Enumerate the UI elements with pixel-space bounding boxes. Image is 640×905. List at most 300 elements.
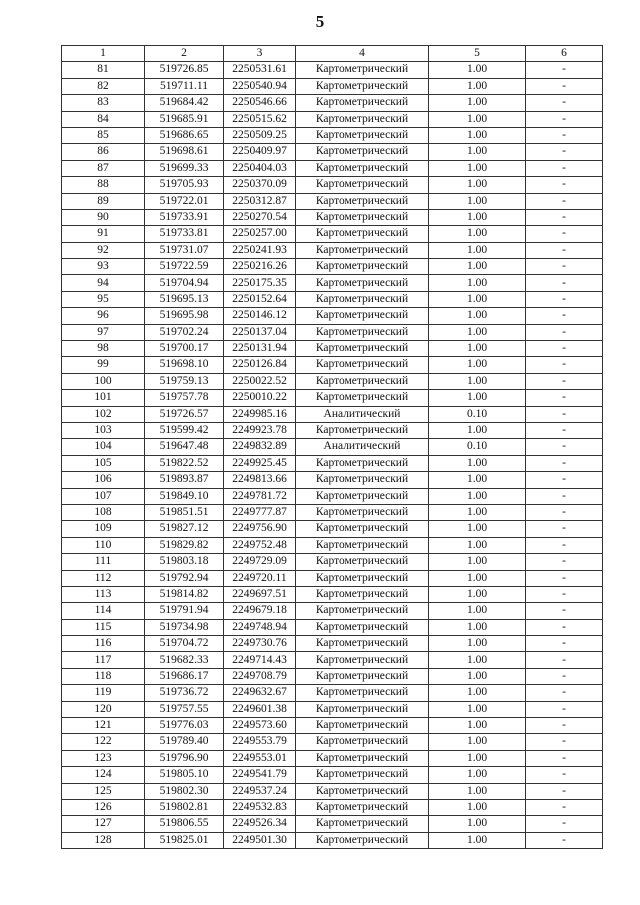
point-number-cell: 114 [62, 603, 145, 619]
table-row [62, 259, 603, 275]
accuracy-cell: 1.00 [429, 341, 526, 357]
table-row [62, 209, 603, 225]
y-coordinate-cell: 2249720.11 [224, 570, 296, 586]
accuracy-cell: 1.00 [429, 652, 526, 668]
method-cell: Картометрический [296, 275, 429, 291]
method-cell: Картометрический [296, 586, 429, 602]
method-cell: Картометрический [296, 226, 429, 242]
table-row [62, 652, 603, 668]
method-cell: Картометрический [296, 718, 429, 734]
point-number-cell: 123 [62, 750, 145, 766]
note-cell: - [526, 521, 603, 537]
method-cell: Картометрический [296, 144, 429, 160]
point-number-cell: 125 [62, 783, 145, 799]
table-row [62, 636, 603, 652]
point-number-cell: 84 [62, 111, 145, 127]
method-cell: Картометрический [296, 537, 429, 553]
note-cell: - [526, 504, 603, 520]
x-coordinate-cell: 519698.61 [145, 144, 224, 160]
point-number-cell: 107 [62, 488, 145, 504]
note-cell: - [526, 357, 603, 373]
x-coordinate-cell: 519726.57 [145, 406, 224, 422]
point-number-cell: 122 [62, 734, 145, 750]
method-cell: Картометрический [296, 832, 429, 848]
y-coordinate-cell: 2250509.25 [224, 127, 296, 143]
note-cell: - [526, 472, 603, 488]
accuracy-cell: 1.00 [429, 226, 526, 242]
x-coordinate-cell: 519792.94 [145, 570, 224, 586]
accuracy-cell: 1.00 [429, 111, 526, 127]
x-coordinate-cell: 519686.17 [145, 668, 224, 684]
point-number-cell: 108 [62, 504, 145, 520]
accuracy-cell: 1.00 [429, 373, 526, 389]
accuracy-cell: 1.00 [429, 668, 526, 684]
y-coordinate-cell: 2250257.00 [224, 226, 296, 242]
y-coordinate-cell: 2250404.03 [224, 160, 296, 176]
method-cell: Картометрический [296, 422, 429, 438]
x-coordinate-cell: 519789.40 [145, 734, 224, 750]
table-row [62, 668, 603, 684]
point-number-cell: 106 [62, 472, 145, 488]
method-cell: Картометрический [296, 783, 429, 799]
method-cell: Картометрический [296, 619, 429, 635]
accuracy-cell: 1.00 [429, 799, 526, 815]
table-row [62, 537, 603, 553]
y-coordinate-cell: 2249925.45 [224, 455, 296, 471]
x-coordinate-cell: 519700.17 [145, 341, 224, 357]
accuracy-cell: 1.00 [429, 636, 526, 652]
y-coordinate-cell: 2250022.52 [224, 373, 296, 389]
accuracy-cell: 1.00 [429, 488, 526, 504]
note-cell: - [526, 422, 603, 438]
method-cell: Картометрический [296, 373, 429, 389]
method-cell: Картометрический [296, 78, 429, 94]
table-row [62, 750, 603, 766]
method-cell: Картометрический [296, 291, 429, 307]
point-number-cell: 91 [62, 226, 145, 242]
table-row [62, 767, 603, 783]
accuracy-cell: 1.00 [429, 816, 526, 832]
method-cell: Картометрический [296, 767, 429, 783]
y-coordinate-cell: 2249730.76 [224, 636, 296, 652]
note-cell: - [526, 78, 603, 94]
table-row [62, 586, 603, 602]
table-row [62, 701, 603, 717]
x-coordinate-cell: 519802.30 [145, 783, 224, 799]
y-coordinate-cell: 2250126.84 [224, 357, 296, 373]
x-coordinate-cell: 519757.55 [145, 701, 224, 717]
note-cell: - [526, 750, 603, 766]
y-coordinate-cell: 2249985.16 [224, 406, 296, 422]
point-number-cell: 110 [62, 537, 145, 553]
point-number-cell: 97 [62, 324, 145, 340]
accuracy-cell: 1.00 [429, 160, 526, 176]
y-coordinate-cell: 2249777.87 [224, 504, 296, 520]
method-cell: Картометрический [296, 209, 429, 225]
point-number-cell: 90 [62, 209, 145, 225]
note-cell: - [526, 291, 603, 307]
y-coordinate-cell: 2249714.43 [224, 652, 296, 668]
y-coordinate-cell: 2249501.30 [224, 832, 296, 848]
note-cell: - [526, 799, 603, 815]
column-header: 1 [62, 46, 145, 62]
y-coordinate-cell: 2250546.66 [224, 95, 296, 111]
table-row [62, 111, 603, 127]
x-coordinate-cell: 519822.52 [145, 455, 224, 471]
point-number-cell: 85 [62, 127, 145, 143]
accuracy-cell: 1.00 [429, 357, 526, 373]
method-cell: Картометрический [296, 308, 429, 324]
table-row [62, 160, 603, 176]
point-number-cell: 81 [62, 62, 145, 78]
table-row [62, 275, 603, 291]
note-cell: - [526, 718, 603, 734]
point-number-cell: 112 [62, 570, 145, 586]
y-coordinate-cell: 2249813.66 [224, 472, 296, 488]
accuracy-cell: 1.00 [429, 570, 526, 586]
table-row [62, 177, 603, 193]
table-row [62, 832, 603, 848]
point-number-cell: 101 [62, 390, 145, 406]
accuracy-cell: 1.00 [429, 275, 526, 291]
table-row [62, 619, 603, 635]
x-coordinate-cell: 519759.13 [145, 373, 224, 389]
accuracy-cell: 1.00 [429, 422, 526, 438]
y-coordinate-cell: 2249729.09 [224, 554, 296, 570]
table-row [62, 783, 603, 799]
point-number-cell: 109 [62, 521, 145, 537]
table-row [62, 341, 603, 357]
y-coordinate-cell: 2249526.34 [224, 816, 296, 832]
note-cell: - [526, 390, 603, 406]
y-coordinate-cell: 2249541.79 [224, 767, 296, 783]
x-coordinate-cell: 519733.81 [145, 226, 224, 242]
x-coordinate-cell: 519704.94 [145, 275, 224, 291]
note-cell: - [526, 177, 603, 193]
method-cell: Картометрический [296, 242, 429, 258]
table-row [62, 521, 603, 537]
x-coordinate-cell: 519849.10 [145, 488, 224, 504]
y-coordinate-cell: 2249923.78 [224, 422, 296, 438]
point-number-cell: 89 [62, 193, 145, 209]
y-coordinate-cell: 2249573.60 [224, 718, 296, 734]
note-cell: - [526, 783, 603, 799]
coordinates-table [61, 45, 603, 849]
table-row [62, 455, 603, 471]
y-coordinate-cell: 2249756.90 [224, 521, 296, 537]
point-number-cell: 124 [62, 767, 145, 783]
point-number-cell: 126 [62, 799, 145, 815]
x-coordinate-cell: 519806.55 [145, 816, 224, 832]
note-cell: - [526, 373, 603, 389]
y-coordinate-cell: 2249781.72 [224, 488, 296, 504]
note-cell: - [526, 226, 603, 242]
y-coordinate-cell: 2249601.38 [224, 701, 296, 717]
method-cell: Картометрический [296, 193, 429, 209]
y-coordinate-cell: 2250146.12 [224, 308, 296, 324]
accuracy-cell: 1.00 [429, 472, 526, 488]
column-header: 6 [526, 46, 603, 62]
x-coordinate-cell: 519893.87 [145, 472, 224, 488]
method-cell: Картометрический [296, 554, 429, 570]
accuracy-cell: 1.00 [429, 718, 526, 734]
table-row [62, 718, 603, 734]
note-cell: - [526, 259, 603, 275]
accuracy-cell: 1.00 [429, 750, 526, 766]
y-coordinate-cell: 2250531.61 [224, 62, 296, 78]
note-cell: - [526, 160, 603, 176]
y-coordinate-cell: 2249697.51 [224, 586, 296, 602]
accuracy-cell: 1.00 [429, 324, 526, 340]
table-row [62, 422, 603, 438]
note-cell: - [526, 636, 603, 652]
method-cell: Картометрический [296, 472, 429, 488]
y-coordinate-cell: 2249632.67 [224, 685, 296, 701]
point-number-cell: 115 [62, 619, 145, 635]
x-coordinate-cell: 519686.65 [145, 127, 224, 143]
table-row [62, 193, 603, 209]
y-coordinate-cell: 2250175.35 [224, 275, 296, 291]
point-number-cell: 121 [62, 718, 145, 734]
point-number-cell: 111 [62, 554, 145, 570]
x-coordinate-cell: 519829.82 [145, 537, 224, 553]
point-number-cell: 120 [62, 701, 145, 717]
x-coordinate-cell: 519827.12 [145, 521, 224, 537]
y-coordinate-cell: 2249832.89 [224, 439, 296, 455]
accuracy-cell: 1.00 [429, 291, 526, 307]
column-header: 2 [145, 46, 224, 62]
method-cell: Картометрический [296, 160, 429, 176]
table-body [62, 62, 603, 849]
point-number-cell: 102 [62, 406, 145, 422]
note-cell: - [526, 62, 603, 78]
x-coordinate-cell: 519599.42 [145, 422, 224, 438]
y-coordinate-cell: 2250540.94 [224, 78, 296, 94]
x-coordinate-cell: 519711.11 [145, 78, 224, 94]
x-coordinate-cell: 519722.59 [145, 259, 224, 275]
y-coordinate-cell: 2250270.54 [224, 209, 296, 225]
point-number-cell: 103 [62, 422, 145, 438]
table-row [62, 144, 603, 160]
table-row [62, 226, 603, 242]
accuracy-cell: 1.00 [429, 259, 526, 275]
method-cell: Картометрический [296, 636, 429, 652]
note-cell: - [526, 701, 603, 717]
accuracy-cell: 1.00 [429, 62, 526, 78]
y-coordinate-cell: 2249553.01 [224, 750, 296, 766]
point-number-cell: 100 [62, 373, 145, 389]
table-row [62, 324, 603, 340]
point-number-cell: 113 [62, 586, 145, 602]
accuracy-cell: 1.00 [429, 209, 526, 225]
note-cell: - [526, 652, 603, 668]
y-coordinate-cell: 2249679.18 [224, 603, 296, 619]
note-cell: - [526, 439, 603, 455]
method-cell: Картометрический [296, 488, 429, 504]
point-number-cell: 83 [62, 95, 145, 111]
note-cell: - [526, 209, 603, 225]
x-coordinate-cell: 519704.72 [145, 636, 224, 652]
note-cell: - [526, 275, 603, 291]
table-row [62, 390, 603, 406]
note-cell: - [526, 603, 603, 619]
table-row [62, 78, 603, 94]
accuracy-cell: 1.00 [429, 783, 526, 799]
method-cell: Картометрический [296, 95, 429, 111]
note-cell: - [526, 619, 603, 635]
point-number-cell: 82 [62, 78, 145, 94]
accuracy-cell: 1.00 [429, 832, 526, 848]
y-coordinate-cell: 2250010.22 [224, 390, 296, 406]
y-coordinate-cell: 2249752.48 [224, 537, 296, 553]
method-cell: Картометрический [296, 734, 429, 750]
x-coordinate-cell: 519802.81 [145, 799, 224, 815]
accuracy-cell: 0.10 [429, 439, 526, 455]
point-number-cell: 104 [62, 439, 145, 455]
accuracy-cell: 1.00 [429, 242, 526, 258]
x-coordinate-cell: 519682.33 [145, 652, 224, 668]
y-coordinate-cell: 2250152.64 [224, 291, 296, 307]
x-coordinate-cell: 519776.03 [145, 718, 224, 734]
method-cell: Картометрический [296, 570, 429, 586]
x-coordinate-cell: 519791.94 [145, 603, 224, 619]
point-number-cell: 98 [62, 341, 145, 357]
note-cell: - [526, 488, 603, 504]
method-cell: Картометрический [296, 127, 429, 143]
point-number-cell: 86 [62, 144, 145, 160]
y-coordinate-cell: 2250312.87 [224, 193, 296, 209]
note-cell: - [526, 554, 603, 570]
x-coordinate-cell: 519705.93 [145, 177, 224, 193]
method-cell: Картометрический [296, 750, 429, 766]
table-row [62, 799, 603, 815]
table-row [62, 488, 603, 504]
table-row [62, 95, 603, 111]
x-coordinate-cell: 519733.91 [145, 209, 224, 225]
method-cell: Картометрический [296, 701, 429, 717]
table-row [62, 62, 603, 78]
x-coordinate-cell: 519731.07 [145, 242, 224, 258]
y-coordinate-cell: 2250515.62 [224, 111, 296, 127]
y-coordinate-cell: 2250241.93 [224, 242, 296, 258]
note-cell: - [526, 586, 603, 602]
x-coordinate-cell: 519699.33 [145, 160, 224, 176]
y-coordinate-cell: 2250370.09 [224, 177, 296, 193]
method-cell: Картометрический [296, 816, 429, 832]
note-cell: - [526, 537, 603, 553]
note-cell: - [526, 242, 603, 258]
accuracy-cell: 1.00 [429, 734, 526, 750]
note-cell: - [526, 767, 603, 783]
table-row [62, 439, 603, 455]
table-row [62, 357, 603, 373]
accuracy-cell: 1.00 [429, 177, 526, 193]
method-cell: Картометрический [296, 357, 429, 373]
column-header: 3 [224, 46, 296, 62]
accuracy-cell: 1.00 [429, 390, 526, 406]
table-row [62, 554, 603, 570]
point-number-cell: 127 [62, 816, 145, 832]
note-cell: - [526, 570, 603, 586]
table-row [62, 291, 603, 307]
note-cell: - [526, 308, 603, 324]
method-cell: Картометрический [296, 652, 429, 668]
x-coordinate-cell: 519796.90 [145, 750, 224, 766]
table-row [62, 406, 603, 422]
x-coordinate-cell: 519814.82 [145, 586, 224, 602]
note-cell: - [526, 144, 603, 160]
method-cell: Картометрический [296, 177, 429, 193]
x-coordinate-cell: 519695.98 [145, 308, 224, 324]
table-row [62, 373, 603, 389]
point-number-cell: 96 [62, 308, 145, 324]
note-cell: - [526, 455, 603, 471]
point-number-cell: 88 [62, 177, 145, 193]
point-number-cell: 105 [62, 455, 145, 471]
accuracy-cell: 1.00 [429, 78, 526, 94]
y-coordinate-cell: 2249532.83 [224, 799, 296, 815]
x-coordinate-cell: 519702.24 [145, 324, 224, 340]
accuracy-cell: 1.00 [429, 504, 526, 520]
note-cell: - [526, 734, 603, 750]
method-cell: Картометрический [296, 111, 429, 127]
y-coordinate-cell: 2250216.26 [224, 259, 296, 275]
accuracy-cell: 1.00 [429, 767, 526, 783]
x-coordinate-cell: 519734.98 [145, 619, 224, 635]
note-cell: - [526, 816, 603, 832]
note-cell: - [526, 668, 603, 684]
note-cell: - [526, 341, 603, 357]
method-cell: Картометрический [296, 455, 429, 471]
note-cell: - [526, 127, 603, 143]
method-cell: Картометрический [296, 62, 429, 78]
method-cell: Аналитический [296, 406, 429, 422]
method-cell: Картометрический [296, 668, 429, 684]
table-row [62, 308, 603, 324]
table-row [62, 504, 603, 520]
accuracy-cell: 1.00 [429, 308, 526, 324]
x-coordinate-cell: 519757.78 [145, 390, 224, 406]
accuracy-cell: 1.00 [429, 701, 526, 717]
note-cell: - [526, 685, 603, 701]
accuracy-cell: 1.00 [429, 193, 526, 209]
point-number-cell: 117 [62, 652, 145, 668]
note-cell: - [526, 111, 603, 127]
table-row [62, 734, 603, 750]
method-cell: Картометрический [296, 603, 429, 619]
x-coordinate-cell: 519825.01 [145, 832, 224, 848]
point-number-cell: 94 [62, 275, 145, 291]
accuracy-cell: 1.00 [429, 455, 526, 471]
y-coordinate-cell: 2250409.97 [224, 144, 296, 160]
table-row [62, 127, 603, 143]
x-coordinate-cell: 519647.48 [145, 439, 224, 455]
note-cell: - [526, 324, 603, 340]
point-number-cell: 92 [62, 242, 145, 258]
point-number-cell: 128 [62, 832, 145, 848]
table-row [62, 816, 603, 832]
method-cell: Аналитический [296, 439, 429, 455]
table-row [62, 242, 603, 258]
table-row [62, 570, 603, 586]
accuracy-cell: 1.00 [429, 127, 526, 143]
point-number-cell: 116 [62, 636, 145, 652]
accuracy-cell: 1.00 [429, 95, 526, 111]
point-number-cell: 93 [62, 259, 145, 275]
accuracy-cell: 1.00 [429, 144, 526, 160]
column-header: 4 [296, 46, 429, 62]
x-coordinate-cell: 519851.51 [145, 504, 224, 520]
